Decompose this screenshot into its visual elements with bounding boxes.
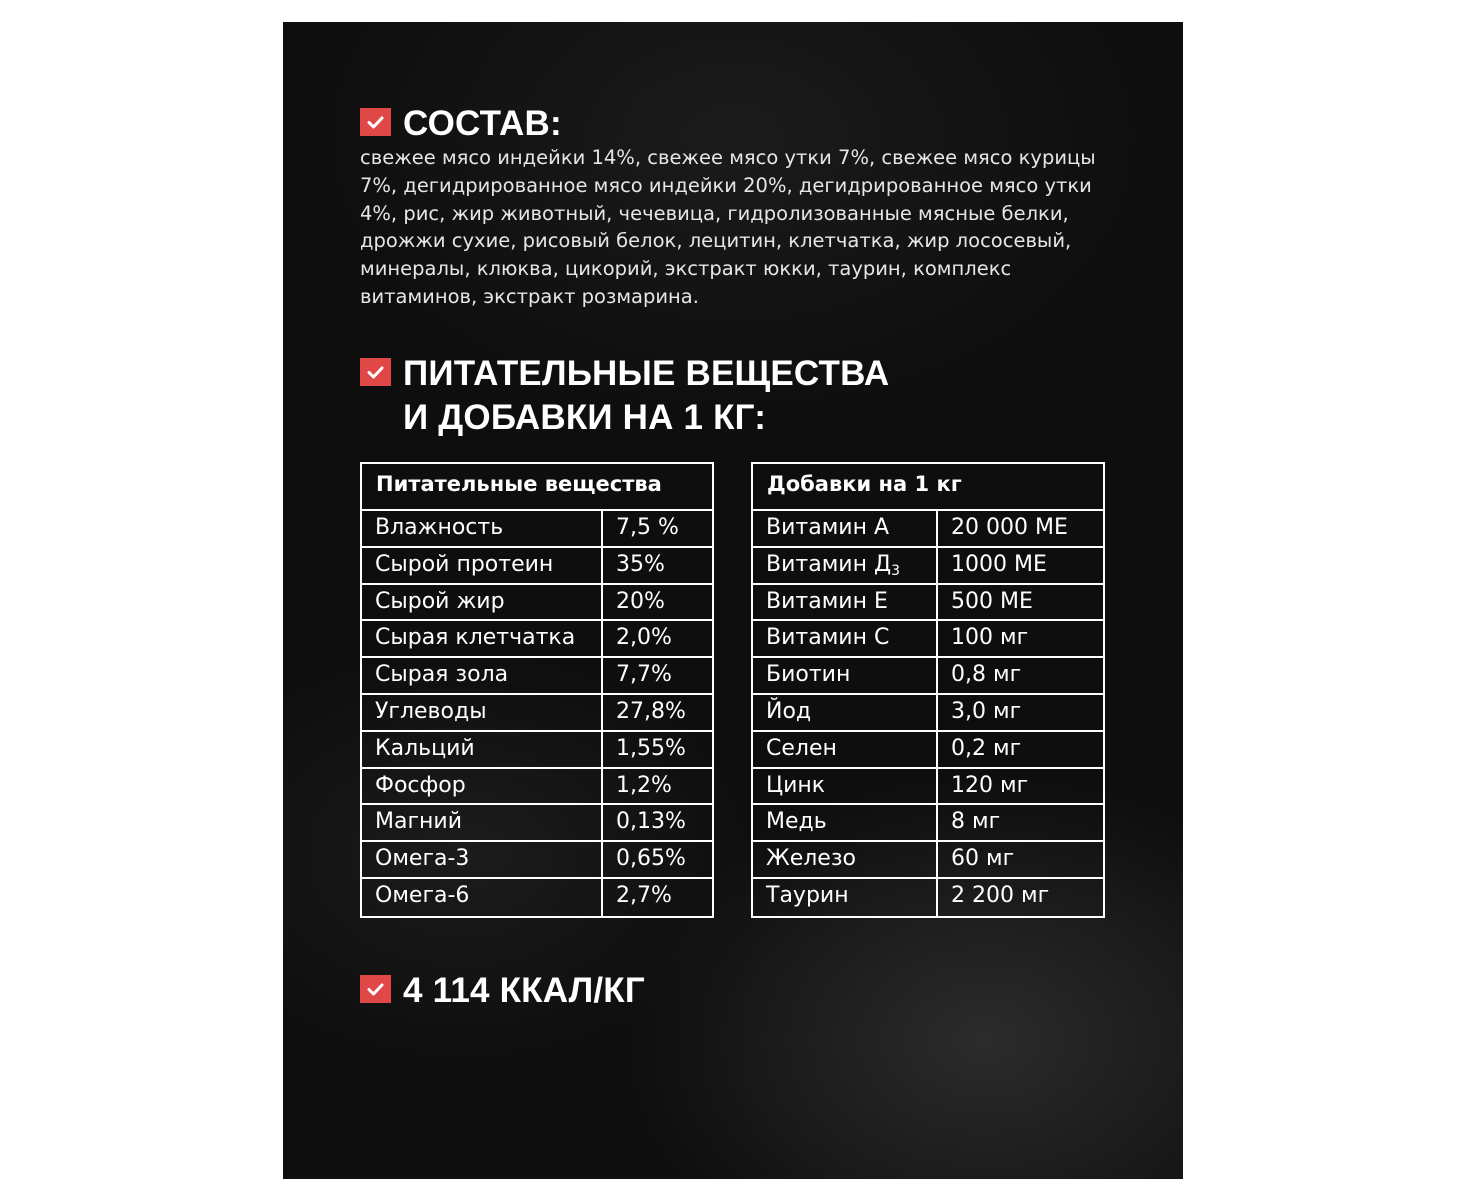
nutrients-table-body	[362, 511, 712, 916]
additives-table-header: Добавки на 1 кг	[753, 464, 1103, 511]
table-row	[362, 842, 712, 879]
row-name-text: Витамин А	[766, 515, 890, 540]
table-row	[362, 621, 712, 658]
row-name	[753, 621, 938, 656]
table-row	[362, 879, 712, 916]
table-row	[753, 732, 1103, 769]
row-name	[362, 842, 603, 877]
row-value: 7,5 %	[616, 515, 679, 540]
composition-title: СОСТАВ:	[403, 104, 562, 143]
checkmark-icon	[360, 358, 391, 386]
row-name	[753, 548, 938, 583]
table-row	[753, 511, 1103, 548]
row-name	[753, 732, 938, 767]
row-name	[753, 511, 938, 546]
composition-text: свежее мясо индейки 14%, свежее мясо утки 7%, свежее мясо курицы 7%, дегидрированное мясо индейки 20%, дегидрированное мясо утки 4%, рис, жир животный, чечевица, гидролизованные мясные белки, дрожжи сухие, рисовый белок, лецитин, клетчатка, жир лососевый, минералы, клюква, цикорий, экстракт юкки, таурин, комплекс витаминов, экстракт розмарина.	[360, 146, 1096, 308]
row-value: 35%	[616, 551, 665, 577]
row-name-text: Витамин Д	[766, 551, 892, 577]
table-row	[362, 769, 712, 806]
row-value: 7,7%	[616, 662, 672, 688]
table-row	[362, 695, 712, 732]
row-value: 1000 МЕ	[951, 551, 1047, 577]
row-name	[753, 658, 938, 693]
row-value: 0,8 мг	[951, 662, 1022, 688]
row-name-text: Медь	[766, 809, 827, 835]
row-value: 3,0 мг	[951, 698, 1022, 724]
row-name-text: Витамин С	[766, 625, 890, 651]
row-value: 0,13%	[616, 809, 686, 835]
row-name-text: Магний	[375, 809, 463, 835]
row-name	[362, 511, 603, 546]
table-row	[753, 695, 1103, 732]
row-name	[753, 805, 938, 840]
table-row	[753, 805, 1103, 842]
row-name-text: Йод	[766, 698, 812, 724]
row-name-text: Таурин	[766, 882, 849, 908]
row-value: 1,2%	[616, 772, 672, 798]
row-value: 2 200 мг	[951, 882, 1050, 908]
table-row	[362, 658, 712, 695]
checkmark-icon	[360, 975, 391, 1003]
row-name-text: Углеводы	[375, 698, 487, 724]
table-row	[753, 842, 1103, 879]
row-name-subscript: 3	[891, 562, 901, 579]
row-name-text: Омега-3	[375, 846, 470, 872]
row-name-text: Сырая клетчатка	[375, 625, 576, 651]
row-value: 20 000 МЕ	[951, 515, 1068, 540]
row-name	[753, 842, 938, 877]
row-name	[362, 548, 603, 583]
row-name	[753, 585, 938, 620]
table-row	[753, 548, 1103, 585]
row-name-text: Селен	[766, 735, 837, 761]
row-name-text: Биотин	[766, 662, 851, 688]
additives-table	[751, 462, 1105, 918]
row-name	[362, 695, 603, 730]
row-value: 20%	[616, 588, 665, 614]
row-name	[362, 805, 603, 840]
row-value: 1,55%	[616, 735, 686, 761]
row-value: 0,65%	[616, 846, 686, 872]
energy-heading-row	[360, 969, 645, 1013]
table-row	[362, 805, 712, 842]
table-row	[753, 769, 1103, 806]
row-name-text: Сырой протеин	[375, 551, 554, 577]
row-name	[753, 879, 938, 916]
table-row	[753, 585, 1103, 622]
additives-table-body	[753, 511, 1103, 916]
row-name-text: Влажность	[375, 515, 504, 540]
checkmark-icon	[360, 108, 391, 136]
table-row	[753, 879, 1103, 916]
table-row	[362, 732, 712, 769]
row-name-text: Железо	[766, 846, 856, 872]
table-row	[362, 585, 712, 622]
row-name	[362, 769, 603, 804]
nutrients-title	[403, 352, 889, 440]
row-value: 120 мг	[951, 772, 1029, 798]
row-name-text: Кальций	[375, 735, 475, 761]
row-name	[753, 695, 938, 730]
composition-heading-row	[360, 102, 562, 146]
row-name-text: Сырая зола	[375, 662, 509, 688]
row-name	[362, 621, 603, 656]
row-value: 8 мг	[951, 809, 1001, 835]
row-name-text: Омега-6	[375, 882, 470, 908]
table-row	[753, 621, 1103, 658]
product-info-card	[283, 22, 1183, 1179]
row-name	[362, 585, 603, 620]
row-value: 2,0%	[616, 625, 672, 651]
nutrients-title-line2: И ДОБАВКИ НА 1 КГ:	[403, 398, 767, 437]
table-row	[362, 548, 712, 585]
row-value: 100 мг	[951, 625, 1029, 651]
row-value: 27,8%	[616, 698, 686, 724]
table-row	[362, 511, 712, 548]
row-name	[362, 658, 603, 693]
nutrients-title-line1: ПИТАТЕЛЬНЫЕ ВЕЩЕСТВА	[403, 354, 890, 393]
row-value: 500 МЕ	[951, 588, 1033, 614]
row-name	[362, 879, 603, 916]
row-value: 0,2 мг	[951, 735, 1022, 761]
row-name-text: Цинк	[766, 772, 826, 798]
row-name-text: Витамин Е	[766, 588, 888, 614]
row-name-text: Фосфор	[375, 772, 466, 798]
row-value: 60 мг	[951, 846, 1015, 872]
nutrients-table-header: Питательные вещества	[362, 464, 712, 511]
table-row	[753, 658, 1103, 695]
nutrients-heading-row	[360, 352, 889, 440]
row-name-text: Сырой жир	[375, 588, 505, 614]
row-value: 2,7%	[616, 882, 672, 908]
row-name	[362, 732, 603, 767]
row-name	[753, 769, 938, 804]
energy-title: 4 114 ККАЛ/КГ	[403, 971, 645, 1010]
nutrients-table	[360, 462, 714, 918]
